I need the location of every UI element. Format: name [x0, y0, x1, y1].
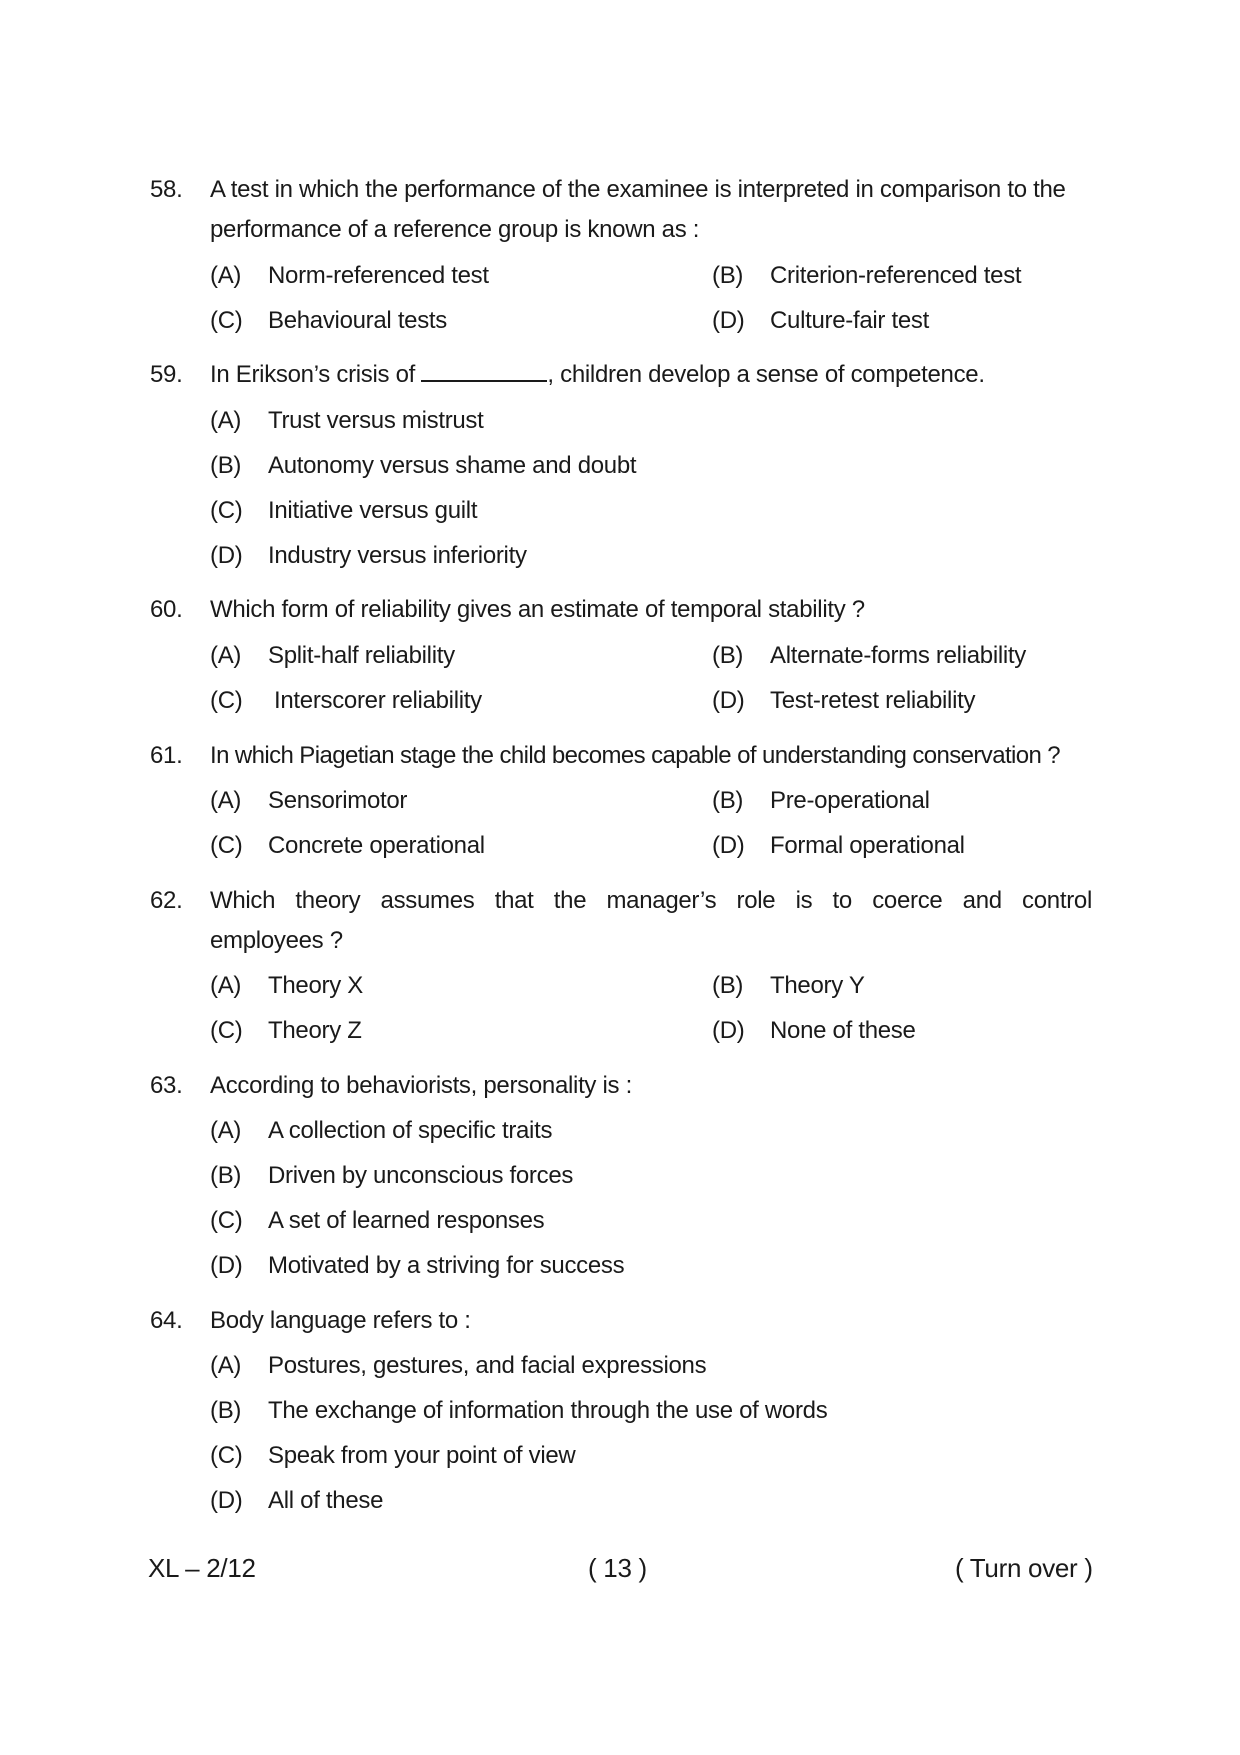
option-text: None of these: [770, 1017, 916, 1044]
question-text: Body language refers to :: [210, 1307, 471, 1334]
option-text: Criterion-referenced test: [770, 262, 1022, 289]
option-label: (B): [712, 262, 744, 289]
option-label: (B): [712, 787, 744, 814]
question-text-line: Which theory assumes that the manager’s role is to coerce and control: [210, 887, 1092, 914]
option-text: Autonomy versus shame and doubt: [268, 452, 637, 479]
question-number: 58.: [150, 176, 183, 203]
question-text: In which Piagetian stage the child becomes capable of understanding conservation ?: [210, 742, 1061, 769]
question-text: Which form of reliability gives an estimate of temporal stability ?: [210, 596, 865, 623]
option-text: All of these: [268, 1487, 384, 1514]
question-text-before-blank: In Erikson’s crisis of: [210, 361, 416, 388]
question-text-line: employees ?: [210, 927, 343, 954]
paper-code: XL – 2/12: [148, 1553, 256, 1583]
option-text: Initiative versus guilt: [268, 497, 478, 524]
question-number: 63.: [150, 1072, 183, 1099]
question-text-line: performance of a reference group is known as :: [210, 216, 700, 243]
question-number: 61.: [150, 742, 183, 769]
option-text: Alternate-forms reliability: [770, 642, 1026, 669]
question-text: [210, 881, 1092, 961]
option-label: (D): [210, 1487, 243, 1514]
option-text: Driven by unconscious forces: [268, 1162, 574, 1189]
question-text: According to behaviorists, personality is :: [210, 1072, 632, 1099]
option-text: Behavioural tests: [268, 307, 448, 334]
option-label: (D): [712, 1017, 745, 1044]
fill-in-blank: [421, 360, 547, 382]
option-label: (A): [210, 972, 242, 999]
option-label: (A): [210, 787, 242, 814]
question-text-after-blank: , children develop a sense of competence.: [547, 361, 985, 388]
option-text: Concrete operational: [268, 832, 485, 859]
option-text: Culture-fair test: [770, 307, 929, 334]
option-label: (C): [210, 497, 243, 524]
page-number: ( 13 ): [588, 1553, 647, 1583]
option-text: The exchange of information through the use of words: [268, 1397, 828, 1424]
option-label: (B): [210, 1397, 242, 1424]
option-text: Norm-referenced test: [268, 262, 489, 289]
option-label: (A): [210, 407, 242, 434]
option-text: Motivated by a striving for success: [268, 1252, 625, 1279]
option-label: (C): [210, 307, 243, 334]
option-text: Split-half reliability: [268, 642, 455, 669]
option-text: A set of learned responses: [268, 1207, 545, 1234]
option-text: Theory X: [268, 972, 363, 999]
option-text: Theory Z: [268, 1017, 362, 1044]
option-text: Postures, gestures, and facial expressions: [268, 1352, 707, 1379]
question-text: [210, 355, 1092, 395]
option-label: (B): [712, 642, 744, 669]
option-label: (D): [712, 687, 745, 714]
question-number: 64.: [150, 1307, 183, 1334]
option-text: Test-retest reliability: [770, 687, 976, 714]
option-label: (A): [210, 642, 242, 669]
option-label: (D): [712, 307, 745, 334]
turn-over-note: ( Turn over ): [955, 1553, 1093, 1583]
option-label: (C): [210, 1442, 243, 1469]
option-text: Pre-operational: [770, 787, 930, 814]
option-label: (C): [210, 1017, 243, 1044]
option-text: Sensorimotor: [268, 787, 408, 814]
option-label: (A): [210, 1117, 242, 1144]
option-label: (D): [210, 1252, 243, 1279]
option-label: (C): [210, 687, 243, 714]
option-label: (A): [210, 262, 242, 289]
option-label: (B): [712, 972, 744, 999]
option-text: Speak from your point of view: [268, 1442, 576, 1469]
question-number: 60.: [150, 596, 183, 623]
option-label: (A): [210, 1352, 242, 1379]
option-label: (D): [210, 542, 243, 569]
option-label: (B): [210, 1162, 242, 1189]
question-text: [210, 170, 1092, 250]
option-text: Industry versus inferiority: [268, 542, 527, 569]
question-text-line: A test in which the performance of the examinee is interpreted in comparison to the: [210, 176, 1066, 203]
option-label: (D): [712, 832, 745, 859]
option-text: Formal operational: [770, 832, 965, 859]
question-number: 59.: [150, 361, 183, 388]
option-label: (C): [210, 1207, 243, 1234]
option-text: Trust versus mistrust: [268, 407, 484, 434]
option-text: A collection of specific traits: [268, 1117, 553, 1144]
option-label: (C): [210, 832, 243, 859]
option-text: Interscorer reliability: [274, 687, 482, 714]
option-label: (B): [210, 452, 242, 479]
question-number: 62.: [150, 887, 183, 914]
option-text: Theory Y: [770, 972, 865, 999]
